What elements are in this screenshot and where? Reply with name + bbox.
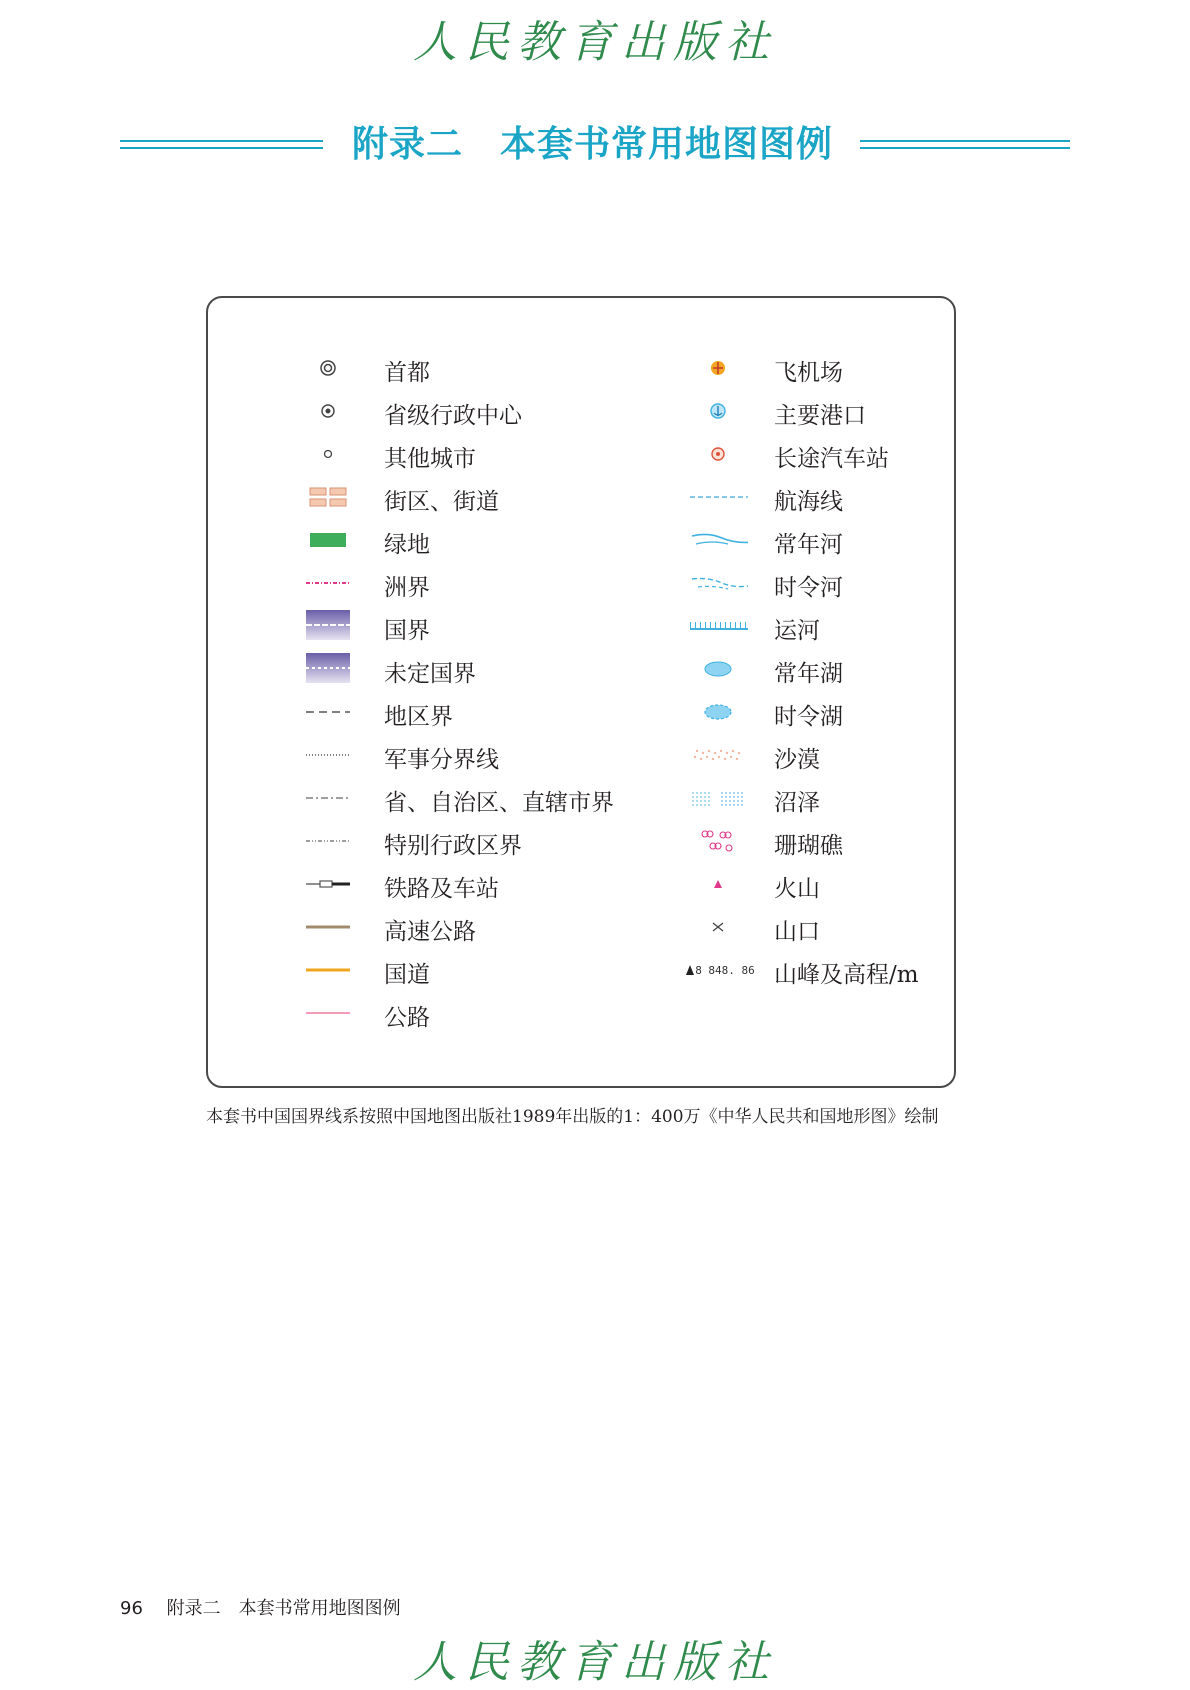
peak-elevation: 8 848. 86 xyxy=(695,963,755,977)
regional-boundary-icon xyxy=(298,694,358,730)
military-line-icon xyxy=(298,737,358,773)
publisher-logo-bottom: 人民教育出版社 xyxy=(413,1637,777,1688)
title-rule-left xyxy=(120,140,323,149)
legend-label: 运河 xyxy=(774,618,820,644)
sar-boundary-icon xyxy=(298,823,358,859)
legend-label: 省、自治区、直辖市界 xyxy=(384,790,614,816)
bus-station-icon xyxy=(688,436,748,472)
legend-label: 高速公路 xyxy=(384,919,476,945)
legend-label: 特别行政区界 xyxy=(384,833,522,859)
legend-label: 航海线 xyxy=(774,489,843,515)
provincial-boundary-icon xyxy=(298,780,358,816)
legend-label: 公路 xyxy=(384,1005,430,1031)
provincial-center-icon xyxy=(298,393,358,429)
perennial-river-icon xyxy=(688,522,748,558)
other-city-icon xyxy=(298,436,358,472)
canal-icon xyxy=(688,608,748,644)
volcano-icon xyxy=(688,866,748,902)
street-block-icon xyxy=(298,479,358,515)
perennial-lake-icon xyxy=(688,651,748,687)
seasonal-lake-icon xyxy=(688,694,748,730)
capital-icon xyxy=(298,350,358,386)
legend-label: 珊瑚礁 xyxy=(774,833,843,859)
legend-label: 军事分界线 xyxy=(384,747,499,773)
undetermined-boundary-icon xyxy=(298,651,358,687)
legend-label: 山峰及高程/m xyxy=(774,962,919,988)
desert-icon xyxy=(688,737,748,773)
map-legend xyxy=(206,296,956,1088)
page-number: 96 xyxy=(120,1598,143,1619)
legend-label: 时令湖 xyxy=(774,704,843,730)
legend-label: 洲界 xyxy=(384,575,430,601)
legend-caption: 本套书中国国界线系按照中国地图出版社1989年出版的1：400万《中华人民共和国地形图》绘制 xyxy=(206,1107,939,1127)
legend-label: 铁路及车站 xyxy=(384,876,499,902)
coral-reef-icon xyxy=(688,823,748,859)
seasonal-river-icon xyxy=(688,565,748,601)
legend-label: 首都 xyxy=(384,360,430,386)
port-icon xyxy=(688,393,748,429)
road-icon xyxy=(298,995,358,1031)
legend-label: 街区、街道 xyxy=(384,489,499,515)
legend-label: 主要港口 xyxy=(774,403,866,429)
railway-station-icon xyxy=(298,866,358,902)
title-rule-right xyxy=(860,140,1070,149)
green-space-icon xyxy=(298,522,358,558)
legend-label: 山口 xyxy=(774,919,820,945)
legend-label: 未定国界 xyxy=(384,661,476,687)
legend-label: 沙漠 xyxy=(774,747,820,773)
airport-icon xyxy=(688,350,748,386)
publisher-logo: 人民教育出版社 xyxy=(413,17,777,68)
legend-label: 时令河 xyxy=(774,575,843,601)
national-road-icon xyxy=(298,952,358,988)
page-title: 附录二 本套书常用地图图例 xyxy=(351,124,833,165)
legend-label: 沼泽 xyxy=(774,790,820,816)
legend-label: 其他城市 xyxy=(384,446,476,472)
legend-label: 国界 xyxy=(384,618,430,644)
legend-label: 长途汽车站 xyxy=(774,446,889,472)
swamp-icon xyxy=(688,780,748,816)
legend-label: 绿地 xyxy=(384,532,430,558)
legend-label: 常年河 xyxy=(774,532,843,558)
sea-route-icon xyxy=(688,479,748,515)
legend-label: 常年湖 xyxy=(774,661,843,687)
page-footer xyxy=(120,1594,401,1620)
national-boundary-icon xyxy=(298,608,358,644)
legend-label: 地区界 xyxy=(384,704,453,730)
legend-label: 省级行政中心 xyxy=(384,403,522,429)
page-title-row xyxy=(120,112,1070,172)
running-title: 附录二 本套书常用地图图例 xyxy=(166,1598,401,1619)
legend-label: 火山 xyxy=(774,876,820,902)
mountain-pass-icon xyxy=(688,909,748,945)
peak-icon xyxy=(680,952,760,988)
legend-label: 国道 xyxy=(384,962,430,988)
expressway-icon xyxy=(298,909,358,945)
continent-boundary-icon xyxy=(298,565,358,601)
legend-label: 飞机场 xyxy=(774,360,843,386)
